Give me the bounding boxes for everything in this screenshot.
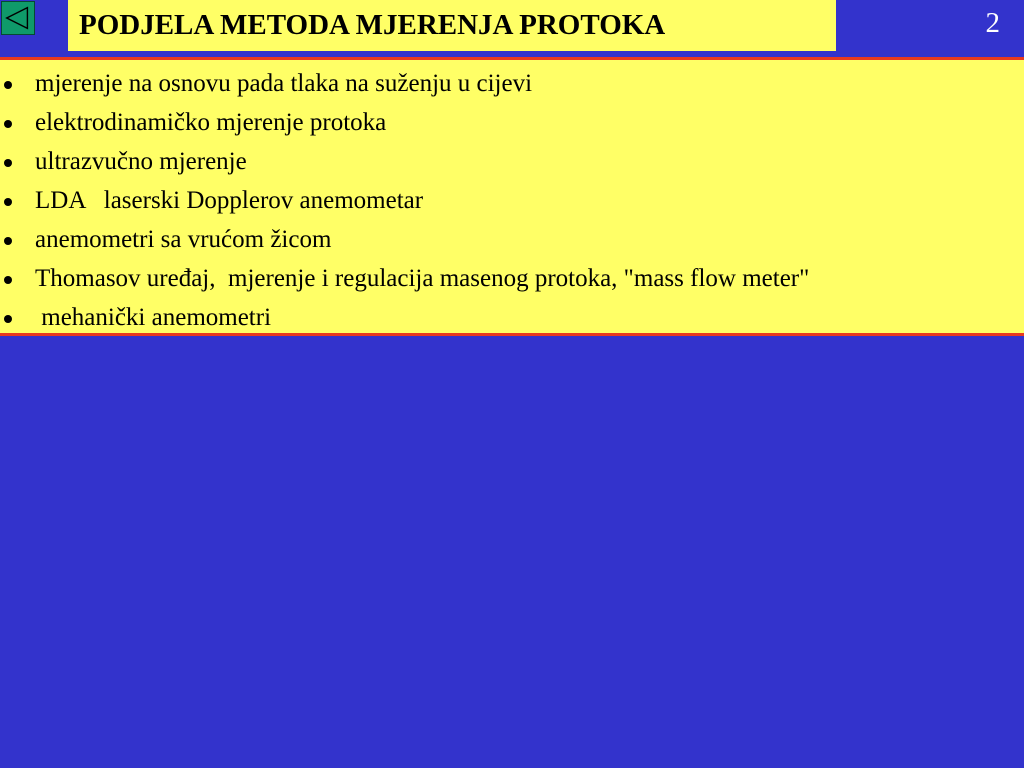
content-panel (0, 57, 1024, 336)
list-item-text: elektrodinamičko mjerenje protoka (35, 109, 387, 136)
list-item-text: Thomasov uređaj, mjerenje i regulacija masenog protoka, "mass flow meter" (35, 265, 810, 292)
page-title: PODJELA METODA MJERENJA PROTOKA (79, 9, 666, 41)
list-item (0, 106, 1024, 145)
list-item (0, 262, 1024, 301)
back-button[interactable] (1, 1, 35, 35)
bullet-icon (4, 120, 12, 128)
bullet-icon (4, 315, 12, 323)
list-item (0, 67, 1024, 106)
list-item (0, 223, 1024, 262)
list-item-text: anemometri sa vrućom žicom (35, 226, 332, 253)
list-item-text: ultrazvučno mjerenje (35, 148, 247, 175)
title-box (68, 0, 836, 51)
list-item (0, 184, 1024, 223)
bullet-icon (4, 276, 12, 284)
bullet-list (0, 67, 1024, 340)
page-number: 2 (985, 7, 1000, 39)
list-item-text: mehanički anemometri (35, 304, 272, 331)
bullet-icon (4, 198, 12, 206)
list-item-text: mjerenje na osnovu pada tlaka na suženju u cijevi (35, 70, 533, 97)
bullet-icon (4, 81, 12, 89)
list-item-text: LDA laserski Dopplerov anemometar (35, 187, 424, 214)
list-item (0, 145, 1024, 184)
back-triangle-icon (2, 2, 34, 34)
bullet-icon (4, 159, 12, 167)
bullet-icon (4, 237, 12, 245)
list-item (0, 301, 1024, 340)
